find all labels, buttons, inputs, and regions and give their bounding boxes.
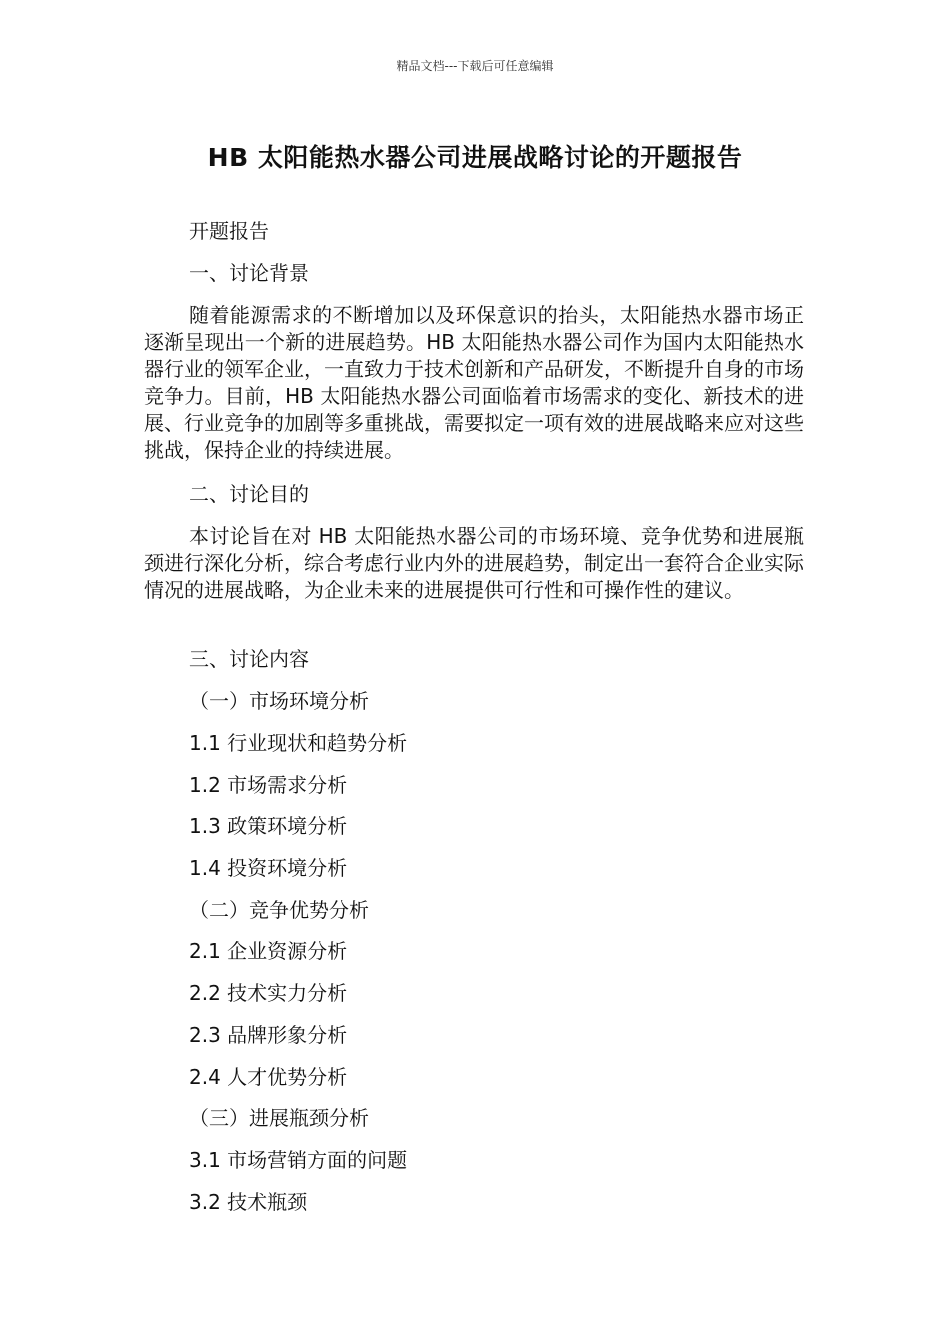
purpose-paragraph: 本讨论旨在对 HB 太阳能热水器公司的市场环境、竞争优势和进展瓶颈进行深化分析，综合考虑行业内外的进展趋势，制定出一套符合企业实际情况的进展战略，为企业未来的进展提供可行性和可操作性的建议。 [144,524,804,602]
content-item-2-4: 2.4 人才优势分析 [189,1065,348,1089]
document-title: HB 太阳能热水器公司进展战略讨论的开题报告 [207,143,743,172]
content-item-2-1: 2.1 企业资源分析 [189,939,348,963]
header-note: 精品文档---下载后可任意编辑 [396,59,554,73]
content-item-1-3: 1.3 政策环境分析 [189,814,348,838]
section-heading-content: 三、讨论内容 [189,647,309,671]
section-heading-purpose: 二、讨论目的 [189,482,309,506]
content-item-3-1: 3.1 市场营销方面的问题 [189,1148,408,1172]
content-item-2-2: 2.2 技术实力分析 [189,981,348,1005]
content-item-3-2: 3.2 技术瓶颈 [189,1190,308,1214]
section-heading-background: 一、讨论背景 [189,261,309,285]
content-item-1-2: 1.2 市场需求分析 [189,773,348,797]
heading-opening-report: 开题报告 [189,219,269,243]
content-item-competitive-advantage: （二）竞争优势分析 [189,898,369,922]
content-item-bottleneck: （三）进展瓶颈分析 [189,1106,369,1130]
content-item-1-4: 1.4 投资环境分析 [189,856,348,880]
content-item-1-1: 1.1 行业现状和趋势分析 [189,731,408,755]
background-paragraph: 随着能源需求的不断增加以及环保意识的抬头，太阳能热水器市场正逐渐呈现出一个新的进展趋势。HB 太阳能热水器公司作为国内太阳能热水器行业的领军企业，一直致力于技术创新和产品研发，不断提升自身的市场竞争力。目前，HB 太阳能热水器公司面临着市场需求的变化、新技术的进展、行业竞争的加剧等多重挑战，需要拟定一项有效的进展战略来应对这些挑战，保持企业的持续进展。 [144,303,804,462]
content-item-2-3: 2.3 品牌形象分析 [189,1023,348,1047]
content-item-market-environment: （一）市场环境分析 [189,689,369,713]
